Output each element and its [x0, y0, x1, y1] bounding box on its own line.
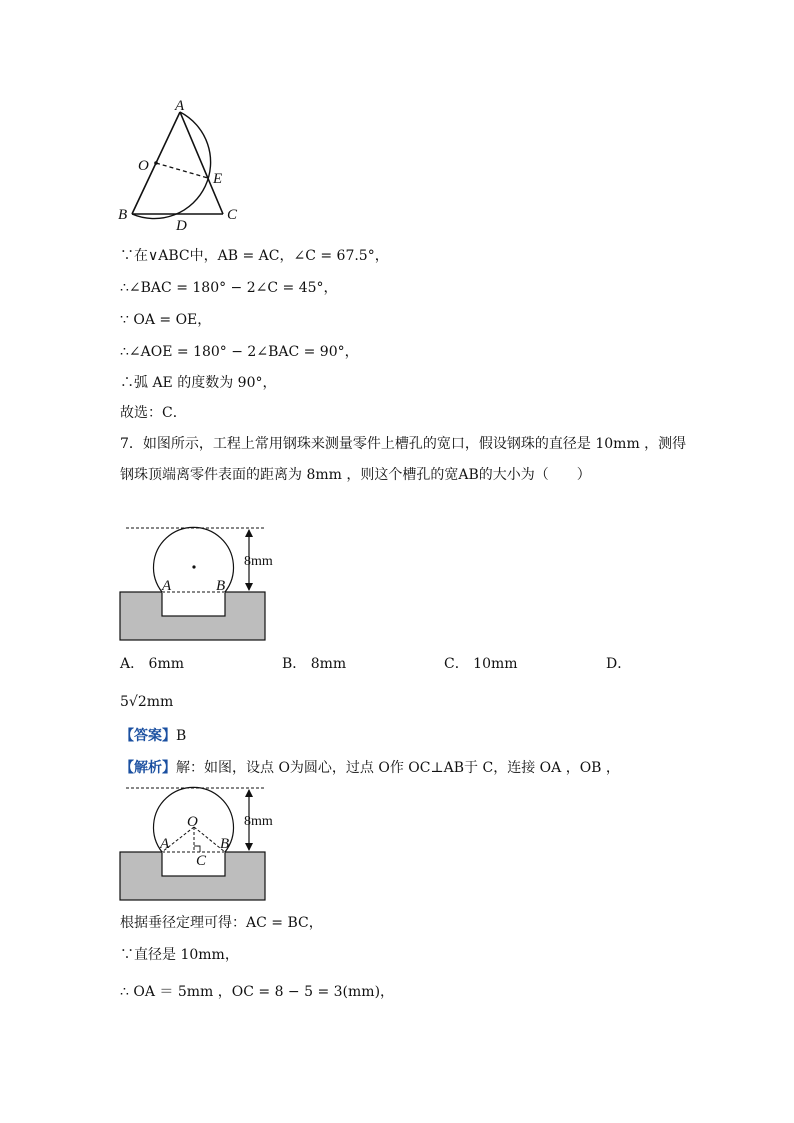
center-point: [154, 161, 158, 165]
label-a: A: [162, 578, 172, 594]
triangle-circle-figure: [110, 98, 260, 233]
label-o: O: [187, 814, 198, 830]
dim-label: 8mm: [244, 554, 273, 569]
solution6-line5: ∴弧 AE 的度数为 90°，: [120, 375, 277, 391]
slot: [162, 852, 225, 876]
solution6-line6: 故选：C．: [120, 405, 187, 421]
question7-line1: 7．如图所示，工程上常用钢珠来测量零件上槽孔的宽口，假设钢珠的直径是 10mm ，测得: [120, 436, 687, 452]
side-ac: [180, 112, 223, 214]
label-c: C: [196, 853, 207, 869]
analysis-text: 解：如图，设点 O为圆心，过点 O作 OC⊥AB于 C，连接 OA ，OB ，: [176, 760, 620, 776]
solution6-line2: ∴∠BAC = 180° − 2∠C = 45°，: [120, 280, 338, 296]
solution6-line3: ∵ OA = OE，: [120, 312, 212, 328]
option-d: D．: [606, 656, 632, 672]
slot: [162, 592, 225, 616]
ball-slot-solution-figure: [118, 780, 288, 905]
label-e: E: [213, 171, 223, 187]
label-a: A: [160, 836, 170, 852]
analysis-row: [120, 758, 620, 778]
label-a: A: [175, 98, 185, 114]
label-c: C: [227, 207, 238, 223]
label-o: O: [138, 158, 149, 174]
step-1: 根据垂径定理可得：AC = BC，: [120, 915, 323, 931]
option-b: B． 8mm: [282, 656, 347, 672]
ball-center: [192, 565, 195, 568]
step-2: ∵直径是 10mm，: [120, 947, 239, 963]
solution6-line4: ∴∠AOE = 180° − 2∠BAC = 90°，: [120, 344, 359, 360]
dim-label: 8mm: [244, 814, 273, 829]
label-b: B: [216, 578, 226, 594]
analysis-tag: 【解析】: [120, 760, 176, 776]
answer-row: [120, 726, 186, 746]
label-d: D: [176, 218, 187, 233]
answer-value: B: [176, 728, 187, 744]
solution6-line1: ∵在∨ABC中，AB = AC，∠C = 67.5°，: [120, 248, 389, 264]
option-a: A． 6mm: [120, 656, 185, 672]
ball-slot-figure: [118, 520, 288, 645]
question7-line2: 钢珠顶端离零件表面的距离为 8mm ，则这个槽孔的宽AB的大小为（ ）: [120, 467, 591, 483]
step-3: ∴ OA ＝ 5mm ，OC = 8 − 5 = 3(mm)，: [120, 984, 395, 1000]
answer-tag: 【答案】: [120, 728, 176, 744]
label-b: B: [118, 207, 128, 223]
option-d-value: 5√2mm: [120, 694, 174, 710]
option-c: C． 10mm: [444, 656, 518, 672]
label-b: B: [220, 836, 230, 852]
segment-oe: [156, 163, 208, 178]
